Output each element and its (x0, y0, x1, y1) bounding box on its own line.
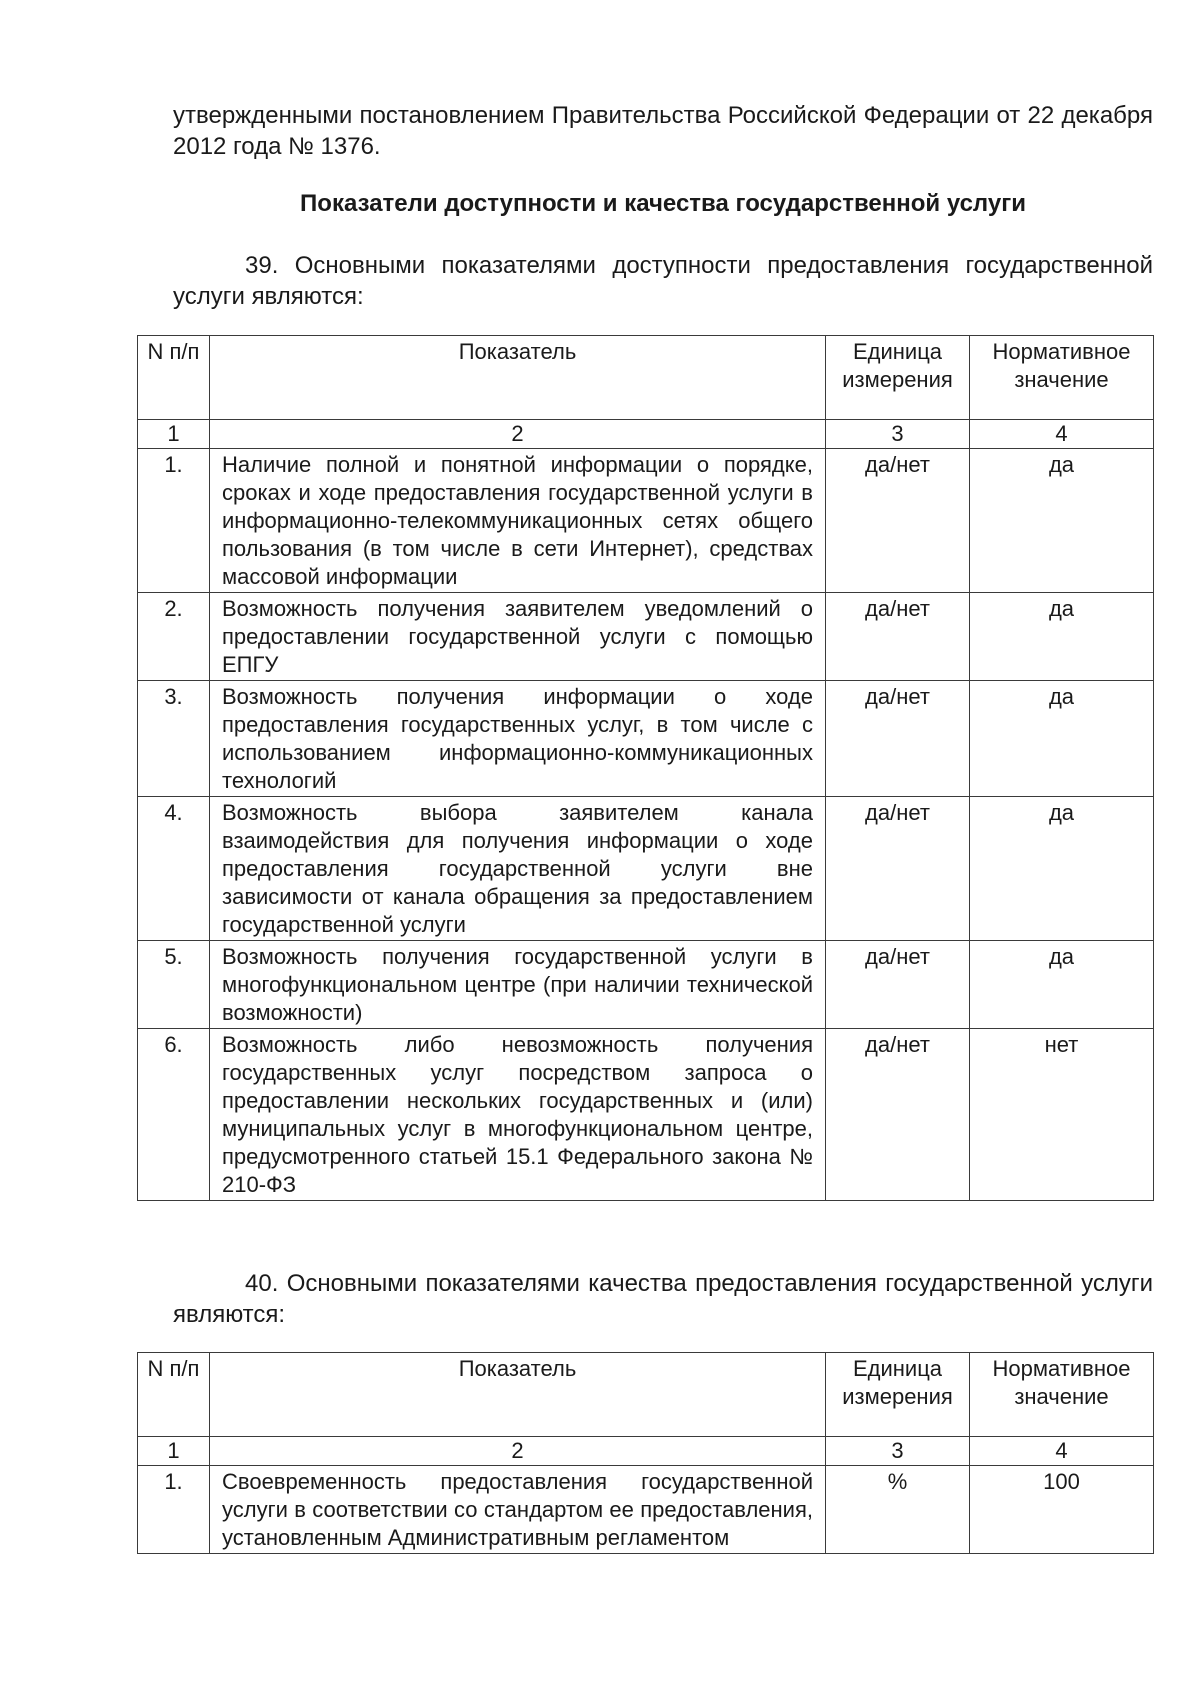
row-indicator: Возможность получения заявителем уведомлений о предоставлении государственной услуги с помощью ЕПГУ (210, 593, 826, 681)
row-norm: да (970, 681, 1154, 797)
row-num: 4. (138, 797, 210, 941)
table-row (138, 797, 1154, 941)
row-indicator: Наличие полной и понятной информации о порядке, сроках и ходе предоставления государственной услуги в информационно-телекоммуникационных сетях общего пользования (в том числе в сети Интернет), средствах массовой информации (210, 449, 826, 593)
row-num: 6. (138, 1029, 210, 1201)
column-number: 3 (826, 1437, 970, 1466)
column-number: 1 (138, 420, 210, 449)
intro-paragraph: утвержденными постановлением Правительства Российской Федерации от 22 декабря 2012 года № 1376. (173, 102, 1153, 160)
row-norm: нет (970, 1029, 1154, 1201)
column-number: 4 (970, 420, 1154, 449)
table-row (138, 1029, 1154, 1201)
column-number-row (138, 1437, 1154, 1466)
header-num: N п/п (138, 336, 210, 420)
row-num: 1. (138, 1466, 210, 1554)
column-number: 2 (210, 1437, 826, 1466)
header-unit: Единица измерения (826, 1353, 970, 1437)
column-number: 2 (210, 420, 826, 449)
column-number-row (138, 420, 1154, 449)
row-unit: да/нет (826, 941, 970, 1029)
header-norm: Нормативное значение (970, 1353, 1154, 1437)
column-number: 3 (826, 420, 970, 449)
table-row (138, 1466, 1154, 1554)
header-indicator: Показатель (210, 1353, 826, 1437)
table-header-row (138, 336, 1154, 420)
accessibility-indicators-table (137, 335, 1154, 1201)
table-row (138, 941, 1154, 1029)
section-heading: Показатели доступности и качества государственной услуги (300, 190, 1026, 217)
row-norm: да (970, 593, 1154, 681)
row-indicator: Возможность выбора заявителем канала взаимодействия для получения информации о ходе предоставления государственной услуги вне зависимости от канала обращения за предоставлением государственной услуги (210, 797, 826, 941)
table-header-row (138, 1353, 1154, 1437)
row-num: 1. (138, 449, 210, 593)
row-num: 2. (138, 593, 210, 681)
row-unit: % (826, 1466, 970, 1554)
quality-indicators-table (137, 1352, 1154, 1554)
row-indicator: Возможность получения информации о ходе предоставления государственных услуг, в том числе с использованием информационно-коммуникационных технологий (210, 681, 826, 797)
paragraph-39: 39. Основными показателями доступности предоставления государственной услуги являются: (173, 252, 1153, 310)
column-number: 4 (970, 1437, 1154, 1466)
row-unit: да/нет (826, 681, 970, 797)
row-num: 3. (138, 681, 210, 797)
row-unit: да/нет (826, 797, 970, 941)
row-indicator: Возможность либо невозможность получения государственных услуг посредством запроса о предоставлении нескольких государственных и (или) муниципальных услуг в многофункциональном центре, предусмотренного статьей 15.1 Федерального закона № 210-ФЗ (210, 1029, 826, 1201)
row-indicator: Возможность получения государственной услуги в многофункциональном центре (при наличии технической возможности) (210, 941, 826, 1029)
table-row (138, 681, 1154, 797)
table-row (138, 449, 1154, 593)
row-unit: да/нет (826, 1029, 970, 1201)
row-indicator: Своевременность предоставления государственной услуги в соответствии со стандартом ее предоставления, установленным Административным регламентом (210, 1466, 826, 1554)
header-num: N п/п (138, 1353, 210, 1437)
table-row (138, 593, 1154, 681)
row-norm: да (970, 449, 1154, 593)
row-unit: да/нет (826, 449, 970, 593)
row-unit: да/нет (826, 593, 970, 681)
column-number: 1 (138, 1437, 210, 1466)
row-norm: 100 (970, 1466, 1154, 1554)
header-indicator: Показатель (210, 336, 826, 420)
header-unit: Единица измерения (826, 336, 970, 420)
paragraph-40: 40. Основными показателями качества предоставления государственной услуги являются: (173, 1270, 1153, 1328)
row-num: 5. (138, 941, 210, 1029)
row-norm: да (970, 797, 1154, 941)
header-norm: Нормативное значение (970, 336, 1154, 420)
row-norm: да (970, 941, 1154, 1029)
